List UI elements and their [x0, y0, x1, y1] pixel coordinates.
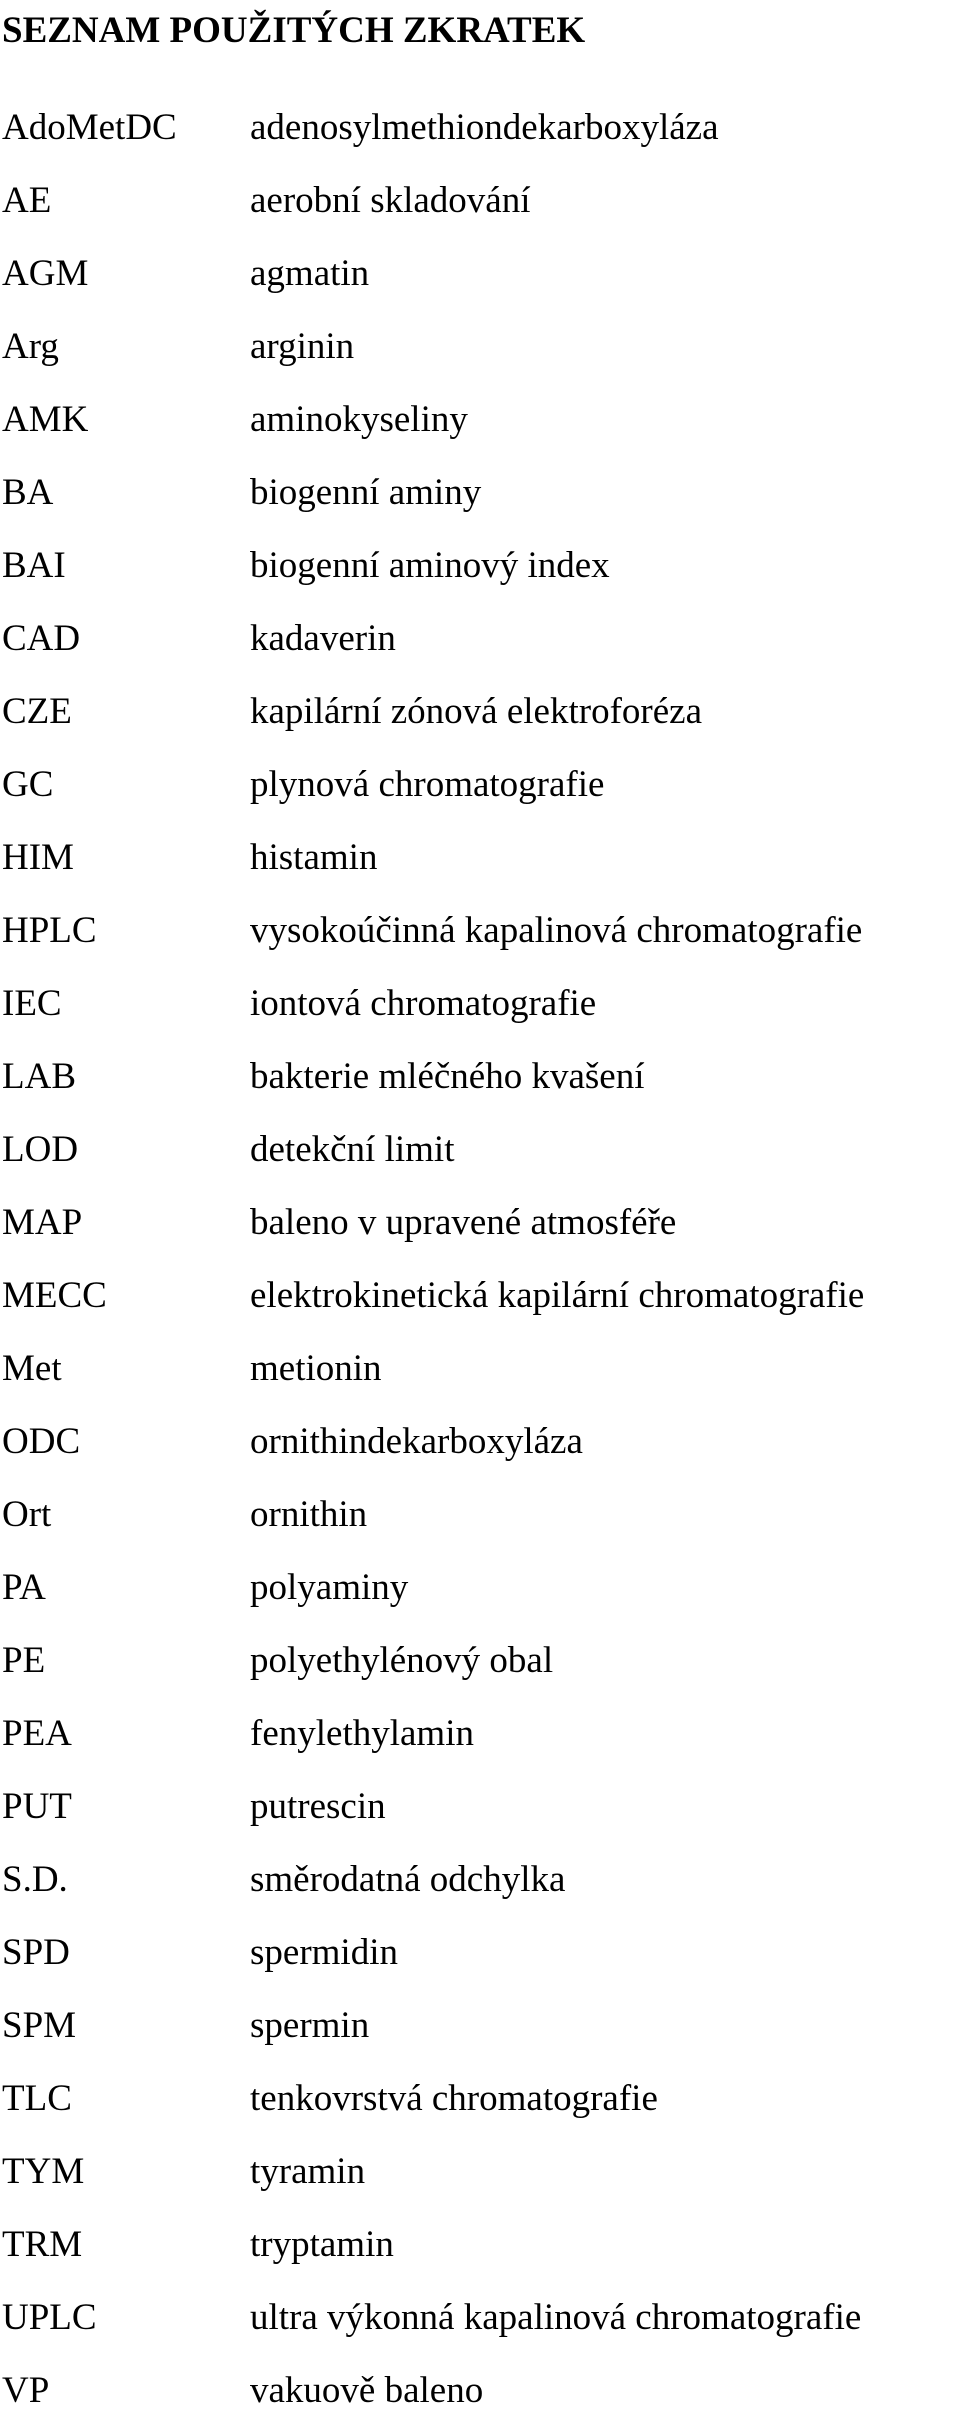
- list-item: [0, 2361, 960, 2434]
- abbreviation-meaning: tryptamin: [250, 2224, 394, 2265]
- abbreviation-meaning: tenkovrstvá chromatografie: [250, 2078, 658, 2119]
- abbreviation-meaning: baleno v upravené atmosféře: [250, 1202, 677, 1243]
- abbreviation-code: TLC: [2, 2078, 72, 2119]
- list-item: [0, 974, 960, 1047]
- abbreviation-code: HPLC: [2, 910, 97, 951]
- list-item: [0, 1485, 960, 1558]
- abbreviation-meaning: putrescin: [250, 1786, 386, 1827]
- list-item: [0, 1339, 960, 1412]
- abbreviation-meaning: iontová chromatografie: [250, 983, 597, 1024]
- list-item: [0, 901, 960, 974]
- abbreviation-code: CZE: [2, 691, 72, 732]
- list-item: [0, 2288, 960, 2361]
- page-title: SEZNAM POUŽITÝCH ZKRATEK: [2, 10, 586, 51]
- list-item: [0, 755, 960, 828]
- abbreviation-code: SPM: [2, 2005, 77, 2046]
- list-item: [0, 171, 960, 244]
- list-item: [0, 1850, 960, 1923]
- abbreviation-code: CAD: [2, 618, 81, 659]
- abbreviation-code: GC: [2, 764, 54, 805]
- abbreviation-code: MECC: [2, 1275, 107, 1316]
- list-item: [0, 682, 960, 755]
- abbreviation-code: PA: [2, 1567, 46, 1608]
- abbreviation-meaning: arginin: [250, 326, 355, 367]
- list-item: [0, 536, 960, 609]
- abbreviation-code: TRM: [2, 2224, 83, 2265]
- abbreviation-code: PEA: [2, 1713, 72, 1754]
- abbreviation-meaning: vakuově baleno: [250, 2370, 484, 2411]
- abbreviation-code: Ort: [2, 1494, 52, 1535]
- list-item: [0, 828, 960, 901]
- abbreviation-meaning: ultra výkonná kapalinová chromatografie: [250, 2297, 862, 2338]
- list-item: [0, 1047, 960, 1120]
- list-item: [0, 1558, 960, 1631]
- abbreviation-meaning: vysokoúčinná kapalinová chromatografie: [250, 910, 863, 951]
- abbreviation-meaning: polyethylénový obal: [250, 1640, 554, 1681]
- abbreviation-code: ODC: [2, 1421, 81, 1462]
- list-item: [0, 1923, 960, 1996]
- abbreviation-code: AdoMetDC: [2, 107, 177, 148]
- abbreviation-code: AGM: [2, 253, 89, 294]
- list-item: [0, 98, 960, 171]
- list-item: [0, 317, 960, 390]
- abbreviation-meaning: kapilární zónová elektroforéza: [250, 691, 702, 732]
- list-item: [0, 1120, 960, 1193]
- abbreviation-list: [0, 98, 960, 2434]
- list-item: [0, 2069, 960, 2142]
- list-item: [0, 1777, 960, 1850]
- abbreviation-code: MAP: [2, 1202, 83, 1243]
- abbreviation-meaning: elektrokinetická kapilární chromatografie: [250, 1275, 865, 1316]
- abbreviation-meaning: adenosylmethiondekarboxyláza: [250, 107, 719, 148]
- abbreviation-meaning: ornithin: [250, 1494, 368, 1535]
- abbreviation-meaning: polyaminy: [250, 1567, 409, 1608]
- abbreviation-code: TYM: [2, 2151, 85, 2192]
- abbreviation-code: S.D.: [2, 1859, 68, 1900]
- abbreviation-code: Met: [2, 1348, 62, 1389]
- list-item: [0, 1193, 960, 1266]
- list-item: [0, 1631, 960, 1704]
- abbreviation-code: AE: [2, 180, 52, 221]
- abbreviation-meaning: biogenní aminy: [250, 472, 482, 513]
- abbreviation-meaning: spermin: [250, 2005, 370, 2046]
- abbreviation-code: UPLC: [2, 2297, 97, 2338]
- abbreviation-code: VP: [2, 2370, 50, 2411]
- abbreviation-code: Arg: [2, 326, 59, 367]
- abbreviation-code: SPD: [2, 1932, 70, 1973]
- abbreviation-code: PUT: [2, 1786, 72, 1827]
- abbreviation-meaning: fenylethylamin: [250, 1713, 474, 1754]
- list-item: [0, 244, 960, 317]
- abbreviation-code: LAB: [2, 1056, 76, 1097]
- list-item: [0, 1996, 960, 2069]
- abbreviation-meaning: detekční limit: [250, 1129, 455, 1170]
- abbreviation-code: LOD: [2, 1129, 79, 1170]
- list-item: [0, 609, 960, 682]
- abbreviation-meaning: tyramin: [250, 2151, 366, 2192]
- abbreviation-meaning: agmatin: [250, 253, 370, 294]
- abbreviation-code: BA: [2, 472, 54, 513]
- abbreviation-meaning: ornithindekarboxyláza: [250, 1421, 583, 1462]
- list-item: [0, 2142, 960, 2215]
- abbreviation-meaning: bakterie mléčného kvašení: [250, 1056, 645, 1097]
- list-item: [0, 2215, 960, 2288]
- list-item: [0, 463, 960, 536]
- abbreviation-meaning: aerobní skladování: [250, 180, 531, 221]
- abbreviation-meaning: kadaverin: [250, 618, 396, 659]
- abbreviation-code: BAI: [2, 545, 66, 586]
- abbreviation-meaning: plynová chromatografie: [250, 764, 605, 805]
- abbreviation-meaning: směrodatná odchylka: [250, 1859, 566, 1900]
- list-item: [0, 390, 960, 463]
- list-item: [0, 1412, 960, 1485]
- list-item: [0, 1704, 960, 1777]
- abbreviation-meaning: spermidin: [250, 1932, 398, 1973]
- abbreviation-meaning: aminokyseliny: [250, 399, 468, 440]
- abbreviation-meaning: metionin: [250, 1348, 382, 1389]
- abbreviation-meaning: histamin: [250, 837, 378, 878]
- abbreviation-code: AMK: [2, 399, 89, 440]
- abbreviation-code: PE: [2, 1640, 46, 1681]
- abbreviation-code: IEC: [2, 983, 62, 1024]
- abbreviation-meaning: biogenní aminový index: [250, 545, 610, 586]
- abbreviation-code: HIM: [2, 837, 74, 878]
- list-item: [0, 1266, 960, 1339]
